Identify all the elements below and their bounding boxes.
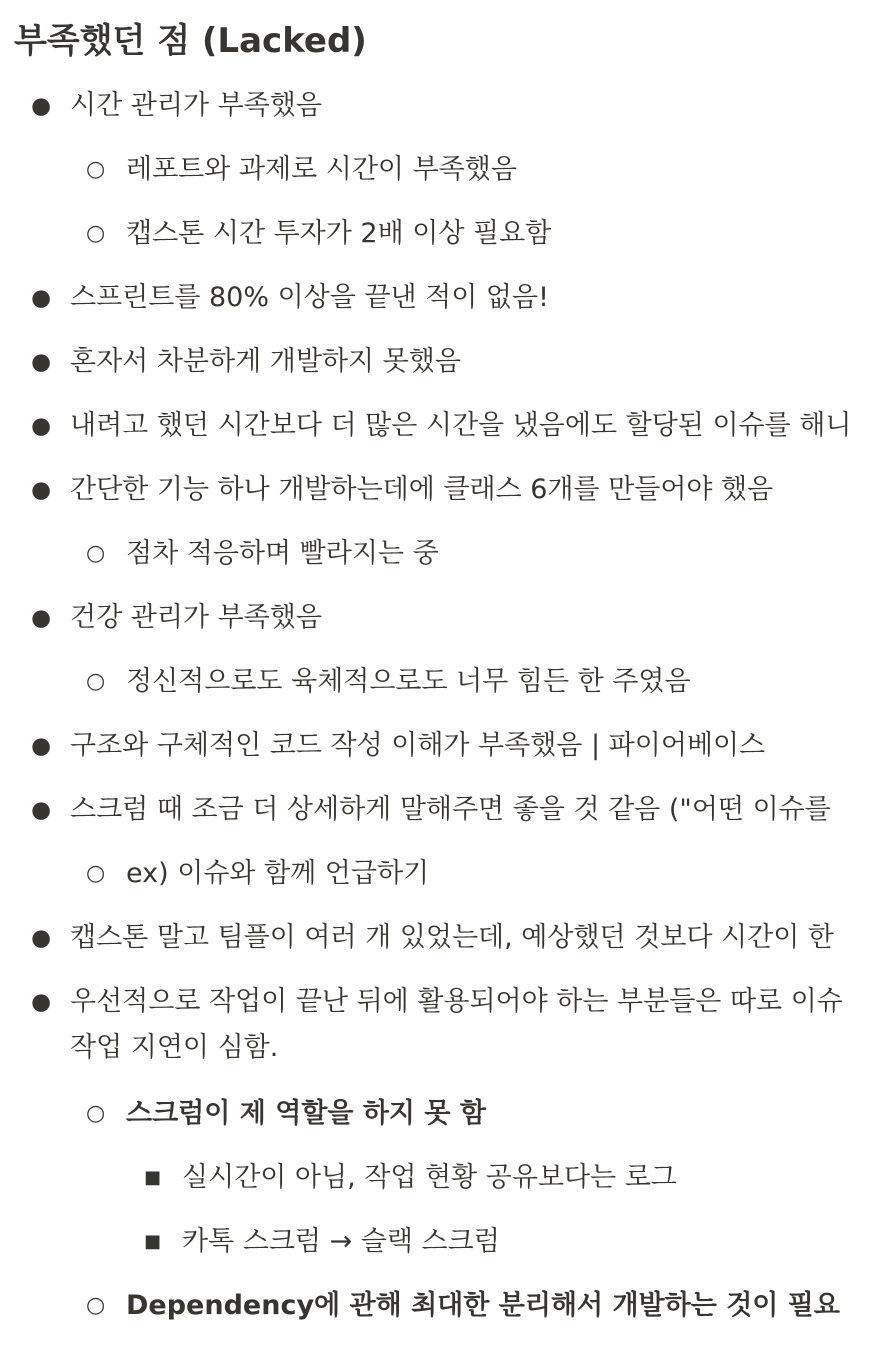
list-item-text: 점차 적응하며 빨라지는 중 (126, 538, 439, 569)
bullet-marker: ○ (86, 221, 106, 246)
bullet-marker: ● (31, 93, 52, 119)
bullet-marker: ● (31, 797, 52, 823)
list-item-text: 스크럼이 제 역할을 하지 못 함 (126, 1098, 486, 1129)
list-item (0, 724, 880, 788)
list-item-text: 구조와 구체적인 코드 작성 이해가 부족했음 | 파이어베이스 (70, 730, 766, 761)
list-item (0, 468, 880, 532)
bullet-marker: ○ (86, 861, 106, 886)
bullet-marker: ■ (144, 1231, 162, 1252)
bullet-marker: ■ (144, 1167, 162, 1188)
list-item (0, 980, 880, 1090)
bullet-marker: ○ (86, 1101, 106, 1126)
list-item-text: 내려고 했던 시간보다 더 많은 시간을 냈음에도 할당된 이슈를 해니 (70, 410, 852, 441)
list-item (0, 1220, 880, 1284)
list-item-text: 스크럼 때 조금 더 상세하게 말해주면 좋을 것 같음 ("어떤 이슈를 (70, 794, 831, 825)
list-item-text: 캡스톤 말고 팀플이 여러 개 있었는데, 예상했던 것보다 시간이 한 (70, 922, 834, 953)
list-item-text: 레포트와 과제로 시간이 부족했음 (126, 154, 517, 185)
list-item (0, 148, 880, 212)
list-item-text: 간단한 기능 하나 개발하는데에 클래스 6개를 만들어야 했음 (70, 474, 774, 505)
list-item (0, 340, 880, 404)
list-item (0, 1156, 880, 1220)
bullet-marker: ● (31, 413, 52, 439)
list-item-text-continued: 작업 지연이 심함. (70, 1032, 279, 1063)
list-item (0, 1284, 880, 1348)
list-item (0, 532, 880, 596)
list-item-text: 우선적으로 작업이 끝난 뒤에 활용되어야 하는 부분들은 따로 이슈 (70, 986, 843, 1017)
list-item (0, 212, 880, 276)
list-item-text: 정신적으로도 육체적으로도 너무 힘든 한 주였음 (126, 666, 691, 697)
list-item (0, 916, 880, 980)
list-item (0, 84, 880, 148)
bullet-marker: ○ (86, 1293, 106, 1318)
bullet-marker: ● (31, 605, 52, 631)
list-item-text: ex) 이슈와 함께 언급하기 (126, 858, 430, 889)
list-item-text: 시간 관리가 부족했음 (70, 90, 322, 121)
bullet-marker: ● (31, 477, 52, 503)
bullet-marker: ○ (86, 669, 106, 694)
list-item-text: 캡스톤 시간 투자가 2배 이상 필요함 (126, 218, 552, 249)
list-item-text: 건강 관리가 부족했음 (70, 602, 322, 633)
bullet-marker: ● (31, 285, 52, 311)
bullet-marker: ● (31, 349, 52, 375)
list-item (0, 852, 880, 916)
bullet-marker: ● (31, 733, 52, 759)
list-item-text: 카톡 스크럼 → 슬랙 스크럼 (182, 1226, 500, 1257)
list-item-text: 혼자서 차분하게 개발하지 못했음 (70, 346, 461, 377)
list-item-text: 실시간이 아님, 작업 현황 공유보다는 로그 (182, 1162, 677, 1193)
page-title: 부족했던 점 (Lacked) (14, 21, 367, 61)
list-item-text: 스프린트를 80% 이상을 끝낸 적이 없음! (70, 282, 549, 313)
list-item (0, 596, 880, 660)
list-item-text: Dependency에 관해 최대한 분리해서 개발하는 것이 필요 (126, 1290, 840, 1321)
list-item (0, 788, 880, 852)
bullet-marker: ○ (86, 157, 106, 182)
list-item (0, 276, 880, 340)
list-item (0, 1092, 880, 1156)
bullet-marker: ● (31, 989, 52, 1015)
bullet-marker: ○ (86, 541, 106, 566)
list-item (0, 404, 880, 468)
bullet-marker: ● (31, 925, 52, 951)
list-item (0, 660, 880, 724)
